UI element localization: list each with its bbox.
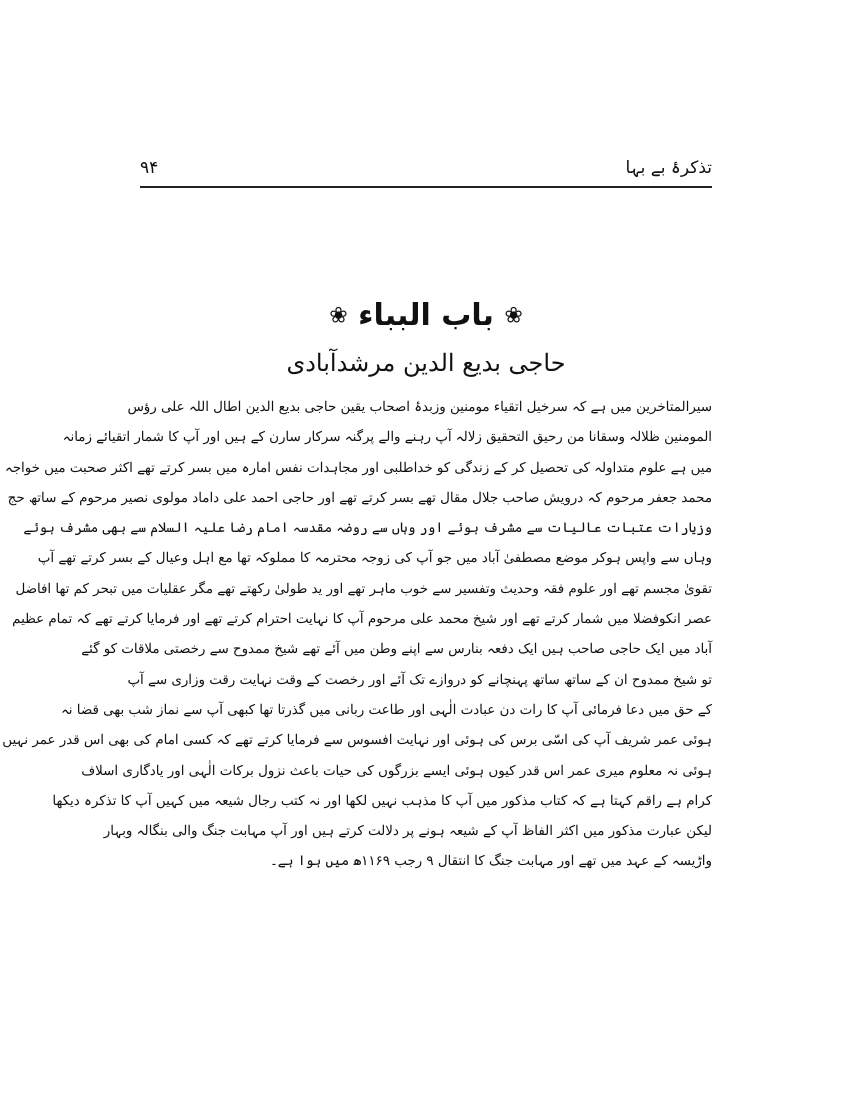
page-number: ۹۴ xyxy=(140,158,159,178)
body-line: واڑیسہ کے عہد میں تھے اور مہابت جنگ کا انتقال ۹ رجب ۱۱۶۹ھ میں ہوا ہے۔ xyxy=(269,854,712,870)
body-line: سیرالمتاخرین میں ہے کہ سرخیل اتقیاء مومنین وزبدۂ اصحاب یقین حاجی بدیع الدین اطال اللہ علی رؤس xyxy=(127,400,712,415)
body-line: ہوئی نہ معلوم میری عمر اس قدر کیوں ہوئی ایسے بزرگوں کی حیات باعث نزول برکات الٰہی اور یادگاری اسلاف xyxy=(81,763,712,779)
body-line: کے حق میں دعا فرمائی آپ کا رات دن عبادت الٰہی اور طاعت ربانی میں گذرتا تھا کبھی آپ سے نماز شب بھی قضا نہ xyxy=(60,702,712,718)
body-line: محمد جعفر مرحوم کہ درویش صاحب جلال مقال تھے بسر کرتے تھے اور حاجی احمد علی داماد مولوی نصیر مرحوم کے ساتھ حج xyxy=(7,490,712,506)
entry-title: حاجی بدیع الدین مرشدآبادی xyxy=(286,349,566,377)
body-line: ہوئی عمر شریف آپ کی اسّی برس کی ہوئی اور نہایت افسوس سے فرمایا کرتے تھے کہ کسی امام کی بھی اس قدر عمر نہیں xyxy=(2,733,712,749)
chapter-title: باب البباء xyxy=(358,298,494,333)
body-line: میں ہے علوم متداولہ کی تحصیل کر کے زندگی کو خداطلبی اور مجاہدات نفس امارہ میں بسر کرتے تھے اکثر صحبت میں خواجہ xyxy=(4,460,712,476)
running-title: تذکرۂ بے بہا xyxy=(625,158,712,178)
body-line: وزیارات عتبات عالیات سے مشرف ہوئے اور وہاں سے روضہ مقدسہ امام رضا علیہ السلام سے بھی مشرف ہوئے xyxy=(23,521,712,537)
body-line: تو شیخ ممدوح ان کے ساتھ ساتھ پہنچانے کو دروازے تک آئے اور رخصت کے وقت نہایت رقت وزاری سے آپ xyxy=(127,672,712,688)
ornament-right-icon: ❀ xyxy=(504,303,523,329)
body-line: عصر انکوفضلا میں شمار کرتے تھے اور شیخ محمد علی مرحوم آپ کا نہایت احترام کرتے تھے اور فرمایا کرتے تھے کہ تمام عظیم xyxy=(12,612,712,628)
body-line: تقویٰ مجسم تھے اور علوم فقہ وحدیث وتفسیر سے خوب ماہر تھے اور ید طولیٰ رکھتے تھے مگر عقلیات میں تبحر کم تھا افاضل xyxy=(15,581,712,597)
body-line: آباد میں ایک حاجی صاحب ہیں ایک دفعہ بنارس سے اپنے وطن میں آئے تھے شیخ ممدوح سے رخصتی ملاقات کو گئے xyxy=(81,642,712,658)
body-line: لیکن عبارت مذکور میں اکثر الفاظ آپ کے شیعہ ہونے پر دلالت کرتے ہیں اور آپ مہابت جنگ والی بنگالہ وبہار xyxy=(103,824,712,840)
body-line: کرام ہے راقم کہتا ہے کہ کتاب مذکور میں آپ کا مذہب نہیں لکھا اور نہ کتب رجال شیعہ میں کہیں آپ کا تذکرہ دیکھا xyxy=(52,793,712,809)
body-text xyxy=(2,393,712,878)
body-line: وہاں سے واپس ہوکر موضع مصطفیٰ آباد میں جو آپ کی زوجہ محترمہ کا مملوکہ تھا مع اہل وعیال کے بسر کرتے تھے آپ xyxy=(37,551,712,567)
ornament-left-icon: ❀ xyxy=(329,303,348,329)
body-line: المومنین ظلالہ وسقانا من رحیق التحقیق زلالہ آپ رہنے والے پرگنہ سرکار سارن کے ہیں اور آپ کا شمار اتقیائے زمانہ xyxy=(62,430,712,446)
page-header xyxy=(140,156,712,188)
chapter-heading xyxy=(140,292,712,342)
